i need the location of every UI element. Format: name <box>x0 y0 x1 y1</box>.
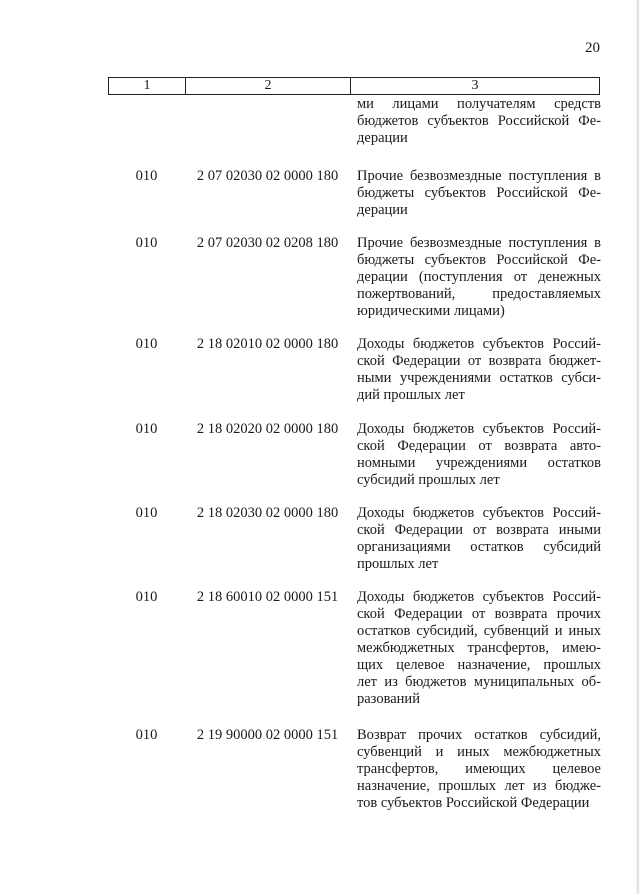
description-line: Возврат прочих остатков субсидий, <box>357 727 601 743</box>
table-row <box>108 168 601 219</box>
description-line: ской Федерации от возврата иными <box>357 522 601 538</box>
row-code: 010 <box>135 235 158 251</box>
description-line: Доходы бюджетов субъектов Россий- <box>357 421 601 437</box>
description-line: ской Федерации от возврата прочих <box>357 606 601 622</box>
row-description <box>357 235 601 320</box>
description-line: лет из бюджетов муниципальных об- <box>357 674 601 690</box>
description-line: Прочие безвозмездные поступления в <box>357 235 601 251</box>
description-line: ми лицами получателям средств <box>357 96 601 112</box>
row-kbk: 2 07 02030 02 0000 180 <box>196 168 339 184</box>
description-line: дерации <box>357 202 408 218</box>
header-col-3: 3 <box>471 78 479 93</box>
description-line: юридическими лицами) <box>357 303 505 319</box>
description-line: щих целевое назначение, прошлых <box>357 657 601 673</box>
row-kbk: 2 18 02010 02 0000 180 <box>196 336 339 352</box>
header-col-1: 1 <box>109 78 186 94</box>
description-line: ской Федерации от возврата бюджет- <box>357 353 601 369</box>
description-line: ными учреждениями остатков субси- <box>357 370 601 386</box>
row-code: 010 <box>135 589 158 605</box>
row-kbk: 2 07 02030 02 0208 180 <box>196 235 339 251</box>
row-description <box>357 421 601 489</box>
description-line: межбюджетных трансфертов, имею- <box>357 640 601 656</box>
table-header <box>108 77 600 95</box>
description-line: трансфертов, имеющих целевое <box>357 761 601 777</box>
row-description <box>357 727 601 812</box>
row-kbk: 2 18 02020 02 0000 180 <box>196 421 339 437</box>
page-number: 20 <box>585 40 600 56</box>
description-line: тов субъектов Российской Федерации <box>357 795 590 811</box>
table-row <box>108 727 601 812</box>
row-description <box>357 589 601 708</box>
description-line: бюджеты субъектов Российской Фе- <box>357 252 601 268</box>
description-line: прошлых лет <box>357 556 439 572</box>
description-line: Доходы бюджетов субъектов Россий- <box>357 589 601 605</box>
description-line: Прочие безвозмездные поступления в <box>357 168 601 184</box>
description-line: организациями остатков субсидий <box>357 539 601 555</box>
description-line: назначение, прошлых лет из бюдже- <box>357 778 601 794</box>
description-line: ской Федерации от возврата авто- <box>357 438 601 454</box>
description-line: Доходы бюджетов субъектов Россий- <box>357 505 601 521</box>
row-code: 010 <box>135 727 158 743</box>
description-line: субсидий прошлых лет <box>357 472 500 488</box>
row-code: 010 <box>135 505 158 521</box>
row-description <box>357 505 601 573</box>
description-line: Доходы бюджетов субъектов Россий- <box>357 336 601 352</box>
description-line: остатков субсидий, субвенций и иных <box>357 623 601 639</box>
table-row <box>108 96 601 147</box>
row-kbk <box>185 96 350 147</box>
row-description <box>357 336 601 404</box>
description-line: дерации (поступления от денежных <box>357 269 601 285</box>
description-line: бюджетов субъектов Российской Фе- <box>357 113 601 129</box>
row-code: 010 <box>135 336 158 352</box>
row-kbk: 2 18 60010 02 0000 151 <box>196 589 339 605</box>
description-line: разований <box>357 691 420 707</box>
row-code: 010 <box>135 168 158 184</box>
description-line: номными учреждениями остатков <box>357 455 601 471</box>
header-col-2: 2 <box>186 78 351 94</box>
description-line: дий прошлых лет <box>357 387 465 403</box>
description-line: бюджеты субъектов Российской Фе- <box>357 185 601 201</box>
table-row <box>108 421 601 489</box>
description-line: дерации <box>357 130 408 146</box>
row-kbk: 2 19 90000 02 0000 151 <box>196 727 339 743</box>
table-row <box>108 336 601 404</box>
row-description <box>357 96 601 147</box>
row-code <box>108 96 185 147</box>
description-line: пожертвований, предоставляемых <box>357 286 601 302</box>
description-line: субвенций и иных межбюджетных <box>357 744 601 760</box>
row-kbk: 2 18 02030 02 0000 180 <box>196 505 339 521</box>
row-description <box>357 168 601 219</box>
table-row <box>108 589 601 708</box>
table-row <box>108 505 601 573</box>
row-code: 010 <box>135 421 158 437</box>
table-row <box>108 235 601 320</box>
